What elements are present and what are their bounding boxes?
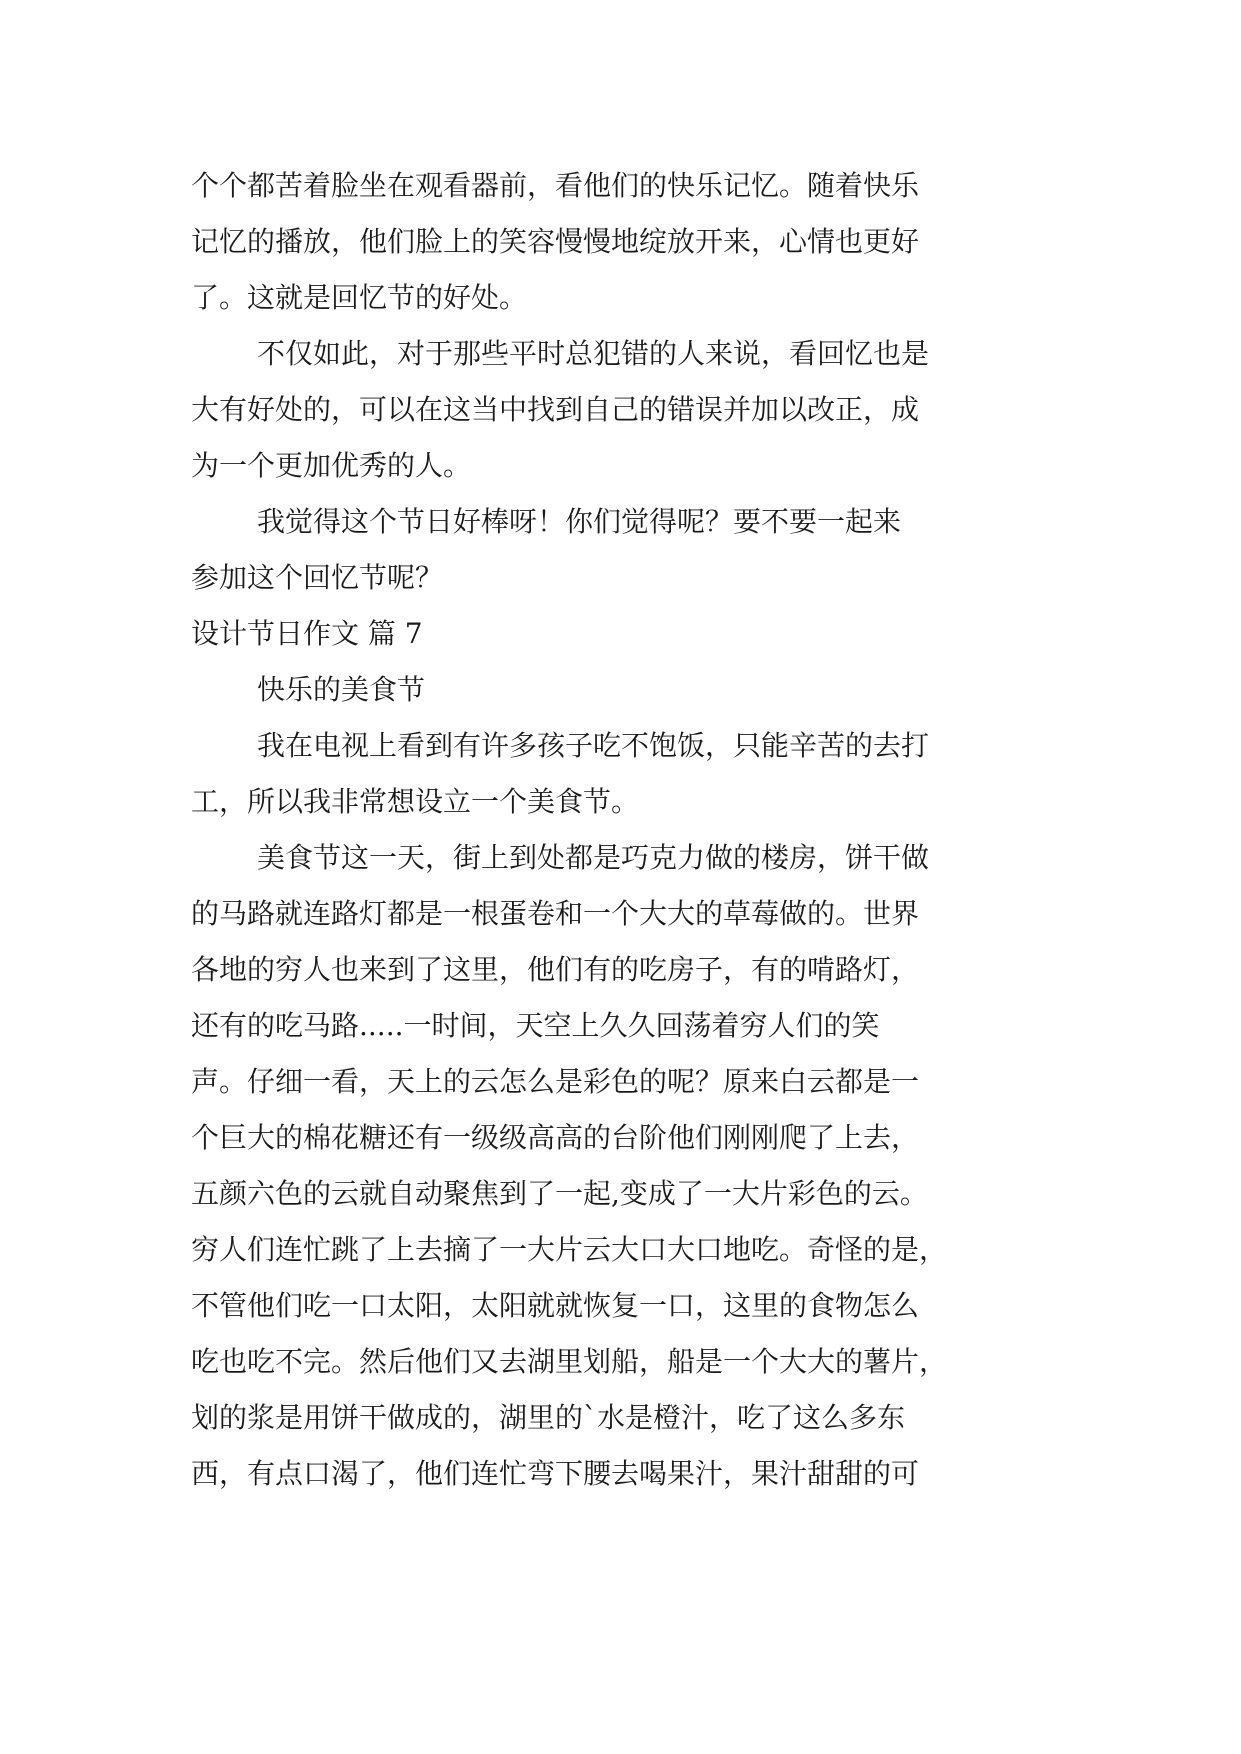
text-line: 个个都苦着脸坐在观看器前，看他们的快乐记忆。随着快乐 (191, 169, 920, 202)
essay-title: 快乐的美食节 (257, 673, 426, 706)
text-line: 各地的穷人也来到了这里，他们有的吃房子，有的啃路灯， (191, 953, 920, 986)
text-line: 吃也吃不完。然后他们又去湖里划船，船是一个大大的薯片， (191, 1345, 948, 1378)
text-line: 大有好处的，可以在这当中找到自己的错误并加以改正，成 (191, 393, 920, 426)
text-line: 划的浆是用饼干做成的，湖里的`水是橙汁，吃了这么多东 (191, 1401, 906, 1434)
text-line: 声。仔细一看，天上的云怎么是彩色的呢？原来白云都是一 (191, 1065, 920, 1098)
text-line: 了。这就是回忆节的好处。 (191, 281, 528, 314)
text-line: 参加这个回忆节呢？ (191, 561, 444, 594)
paragraph-start-line: 不仅如此，对于那些平时总犯错的人来说，看回忆也是 (257, 337, 930, 370)
text-line: 的马路就连路灯都是一根蛋卷和一个大大的草莓做的。世界 (191, 897, 920, 930)
text-line: 穷人们连忙跳了上去摘了一大片云大口大口地吃。奇怪的是， (191, 1233, 948, 1266)
paragraph-start-line: 我在电视上看到有许多孩子吃不饱饭，只能辛苦的去打 (257, 729, 930, 762)
text-line: 为一个更加优秀的人。 (191, 449, 472, 482)
text-line: 还有的吃马路.....一时间，天空上久久回荡着穷人们的笑 (191, 1009, 880, 1042)
text-line: 五颜六色的云就自动聚焦到了一起,变成了一大片彩色的云。 (191, 1177, 928, 1210)
text-line: 西，有点口渴了，他们连忙弯下腰去喝果汁，果汁甜甜的可 (191, 1457, 920, 1490)
section-heading: 设计节日作文 篇 7 (191, 617, 423, 650)
text-line: 工，所以我非常想设立一个美食节。 (191, 785, 640, 818)
text-line: 个巨大的棉花糖还有一级级高高的台阶他们刚刚爬了上去， (191, 1121, 920, 1154)
text-line: 记忆的播放，他们脸上的笑容慢慢地绽放开来，心情也更好 (191, 225, 920, 258)
paragraph-start-line: 美食节这一天，街上到处都是巧克力做的楼房，饼干做 (257, 841, 930, 874)
text-line: 不管他们吃一口太阳，太阳就就恢复一口，这里的食物怎么 (191, 1289, 920, 1322)
paragraph-start-line: 我觉得这个节日好棒呀！你们觉得呢？要不要一起来 (257, 505, 902, 538)
